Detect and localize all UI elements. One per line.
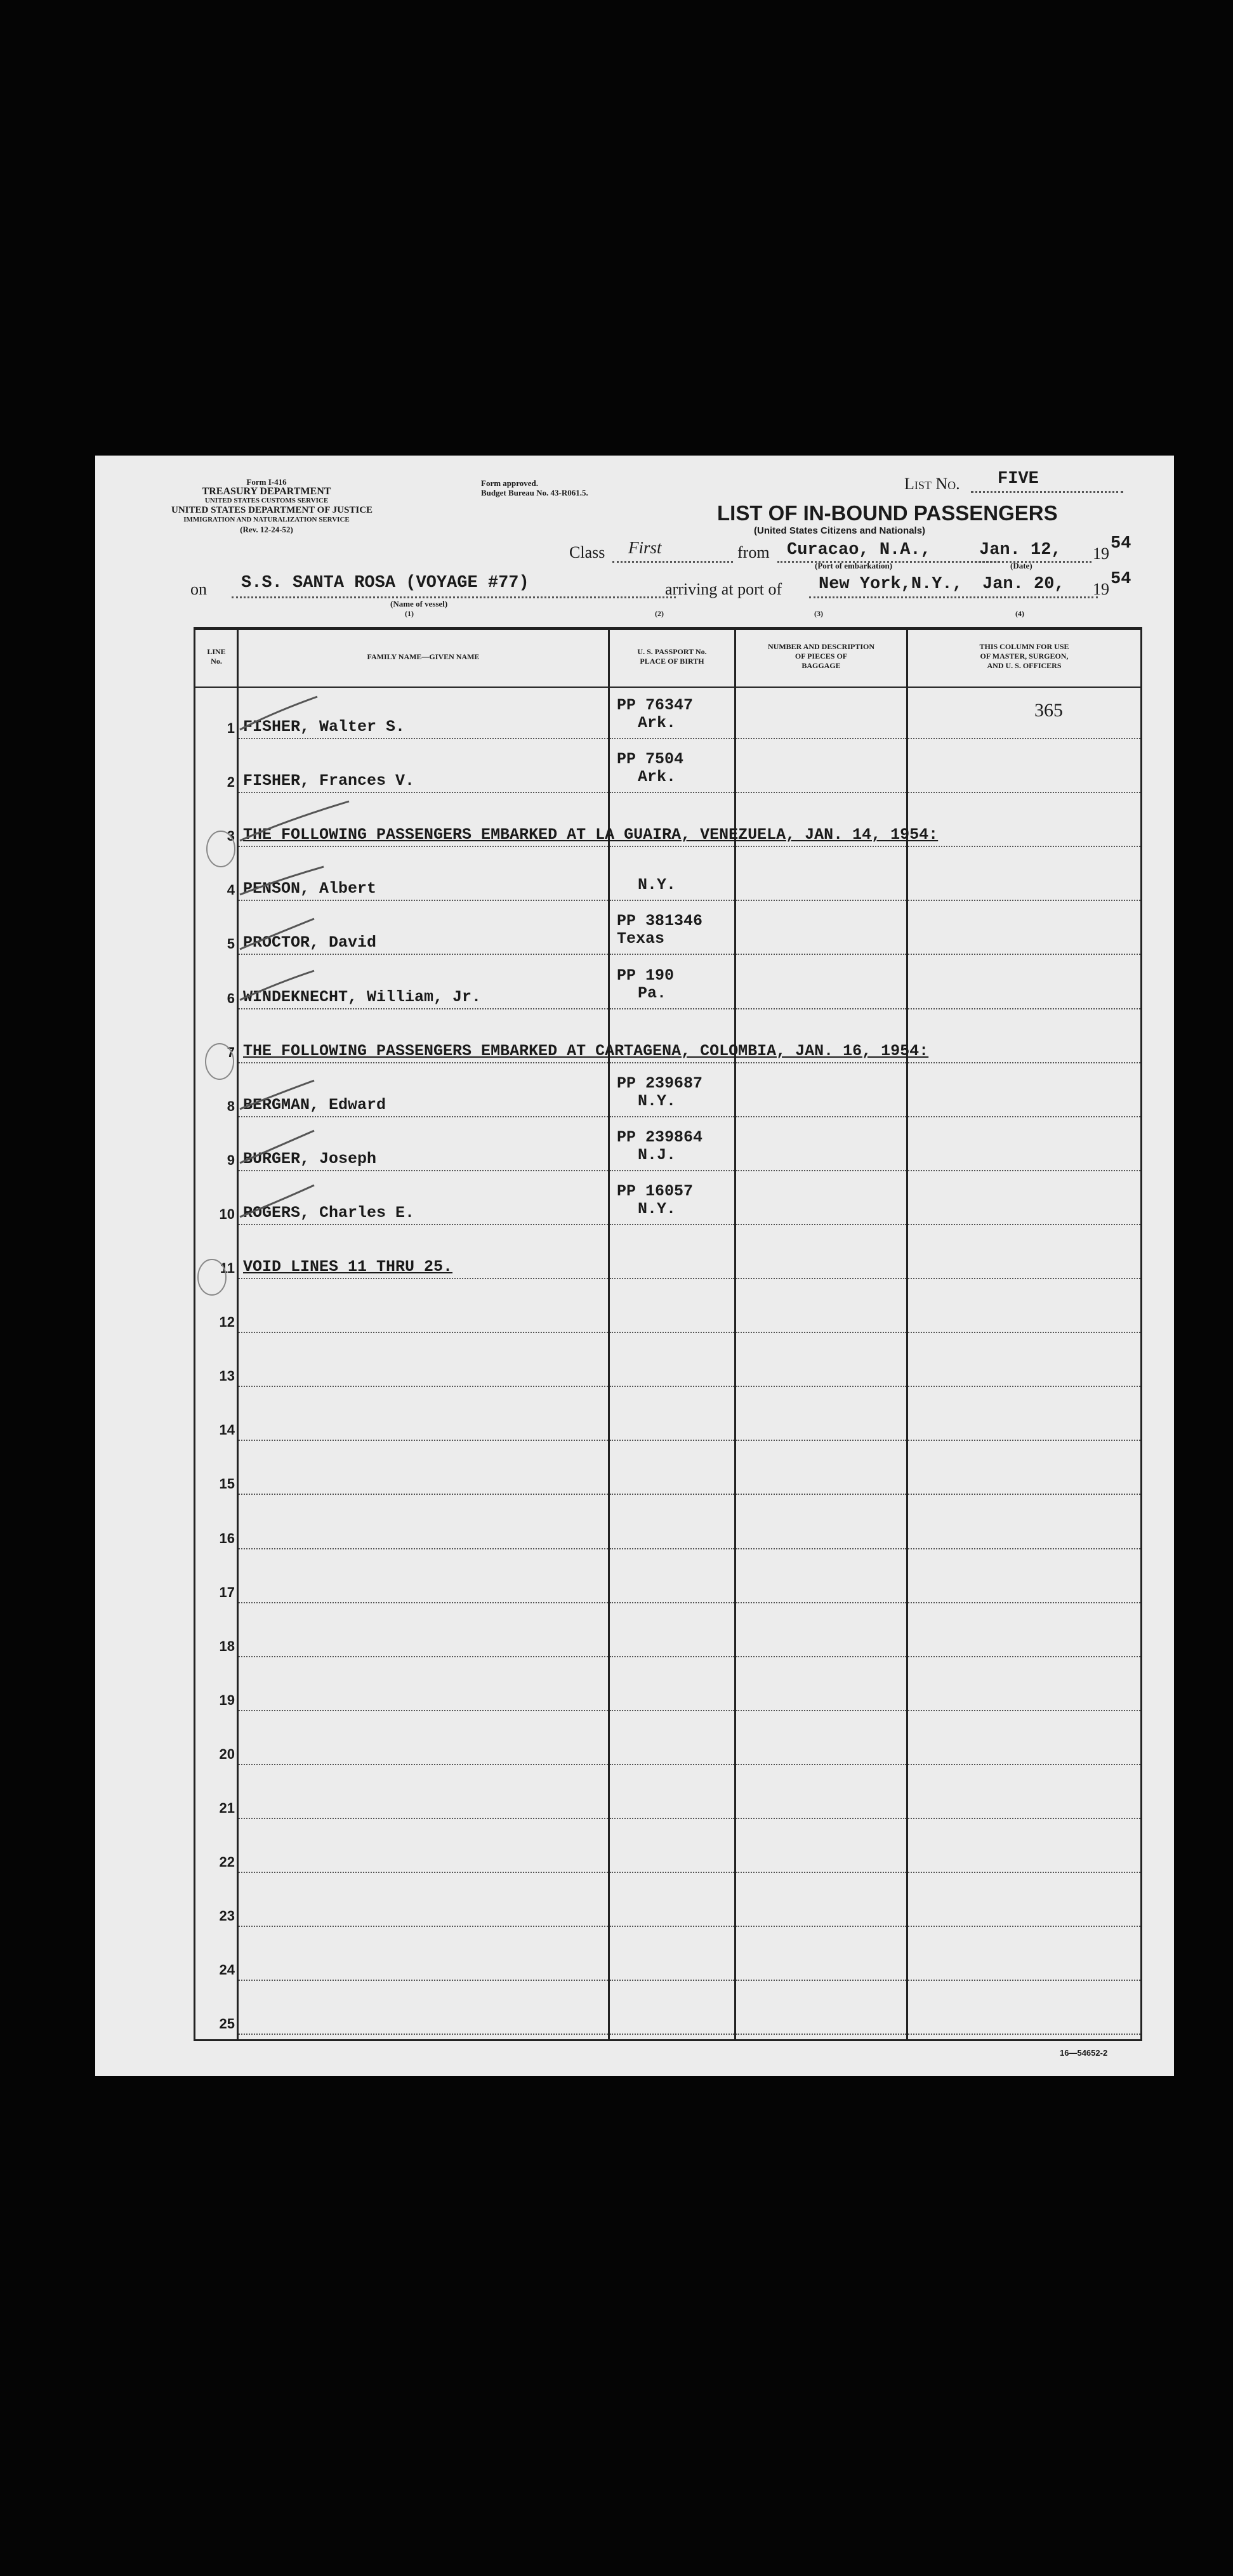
row-guide-line bbox=[736, 1980, 906, 1981]
line-number: 4 bbox=[227, 882, 235, 898]
row-guide-line bbox=[239, 1818, 608, 1819]
passenger-name: PROCTOR, David bbox=[243, 933, 377, 952]
justice-dept: UNITED STATES DEPARTMENT OF JUSTICE bbox=[171, 505, 373, 515]
place-of-birth: N.Y. bbox=[638, 1091, 676, 1110]
table-bottom-rule bbox=[194, 2039, 1142, 2041]
row-guide-line bbox=[908, 1764, 1140, 1765]
row-guide-line bbox=[239, 2034, 608, 2035]
header-officers-2: OF MASTER, SURGEON, bbox=[980, 652, 1069, 660]
row-guide-line bbox=[908, 954, 1140, 955]
row-guide-line bbox=[610, 1980, 734, 1981]
row-guide-line bbox=[239, 1170, 608, 1171]
row-guide-line bbox=[239, 1926, 608, 1927]
passport-number: PP 239687 bbox=[617, 1074, 703, 1093]
passenger-name: WINDEKNECHT, William, Jr. bbox=[243, 987, 482, 1006]
row-guide-line bbox=[610, 738, 734, 739]
arrival-dots bbox=[809, 596, 1098, 598]
row-guide-line bbox=[736, 1170, 906, 1171]
row-guide-line bbox=[239, 954, 608, 955]
row-guide-line bbox=[239, 1224, 608, 1225]
row-guide-line bbox=[908, 1170, 1140, 1171]
row-guide-line bbox=[908, 1818, 1140, 1819]
row-guide-line bbox=[908, 1278, 1140, 1279]
col-number-2: (2) bbox=[655, 609, 664, 618]
row-guide-line bbox=[610, 900, 734, 901]
row-guide-line bbox=[610, 1872, 734, 1873]
passenger-name: BURGER, Joseph bbox=[243, 1149, 377, 1168]
header-bottom-rule bbox=[194, 687, 1142, 688]
vessel-name: S.S. SANTA ROSA (VOYAGE #77) bbox=[241, 574, 529, 593]
row-guide-line bbox=[610, 1764, 734, 1765]
port-caption: (Port of embarkation) bbox=[815, 561, 893, 570]
row-guide-line bbox=[908, 1116, 1140, 1117]
row-guide-line bbox=[610, 1440, 734, 1441]
row-guide-line bbox=[908, 1332, 1140, 1333]
approval-block bbox=[481, 478, 588, 497]
row-guide-line bbox=[736, 1656, 906, 1657]
row-guide-line bbox=[908, 1926, 1140, 1927]
line-number: 13 bbox=[219, 1368, 235, 1384]
row-guide-line bbox=[610, 1224, 734, 1225]
row-guide-line bbox=[908, 1386, 1140, 1387]
row-guide-line bbox=[239, 1656, 608, 1657]
place-of-birth: Ark. bbox=[638, 714, 676, 732]
row-guide-line bbox=[736, 1926, 906, 1927]
row-guide-line bbox=[908, 2034, 1140, 2035]
col-number-1: (1) bbox=[405, 609, 414, 618]
line-number: 10 bbox=[219, 1206, 235, 1222]
passenger-name: BERGMAN, Edward bbox=[243, 1095, 386, 1114]
row-guide-line bbox=[239, 792, 608, 793]
row-guide-line bbox=[239, 1332, 608, 1333]
row-guide-line bbox=[908, 1548, 1140, 1549]
row-guide-line bbox=[239, 1278, 608, 1279]
treasury-dept: TREASURY DEPARTMENT bbox=[202, 486, 331, 497]
row-guide-line bbox=[610, 1818, 734, 1819]
passport-number: PP 76347 bbox=[617, 696, 694, 714]
vessel-caption: (Name of vessel) bbox=[390, 599, 448, 608]
list-no-dots bbox=[971, 491, 1123, 493]
row-guide-line bbox=[736, 1116, 906, 1117]
embark-year-suffix: 54 bbox=[1111, 534, 1131, 553]
class-dots bbox=[612, 561, 733, 563]
row-guide-line bbox=[908, 1710, 1140, 1711]
row-guide-line bbox=[736, 1764, 906, 1765]
line-number: 24 bbox=[219, 1962, 235, 1978]
row-guide-line bbox=[908, 1872, 1140, 1873]
line-number: 3 bbox=[227, 828, 235, 844]
arrival-year-prefix: 19 bbox=[1093, 580, 1109, 598]
line-col-rule bbox=[237, 627, 239, 2041]
header-officers bbox=[908, 642, 1140, 671]
header-name: FAMILY NAME—GIVEN NAME bbox=[367, 652, 480, 661]
passport-number: PP 16057 bbox=[617, 1181, 694, 1200]
row-guide-line bbox=[736, 846, 906, 847]
place-of-birth: N.Y. bbox=[638, 1199, 676, 1218]
arrival-year-suffix: 54 bbox=[1111, 570, 1131, 589]
arrival-port: New York,N.Y., bbox=[819, 575, 963, 594]
row-guide-line bbox=[908, 738, 1140, 739]
embarkation-note: THE FOLLOWING PASSENGERS EMBARKED AT LA GUAIRA, VENEZUELA, JAN. 14, 1954: bbox=[243, 825, 939, 844]
header-line-no-2: No. bbox=[211, 657, 222, 666]
embark-year-prefix: 19 bbox=[1093, 544, 1109, 563]
row-guide-line bbox=[736, 1386, 906, 1387]
line-number: 12 bbox=[219, 1314, 235, 1331]
table-top-rule bbox=[194, 627, 1142, 630]
row-guide-line bbox=[908, 1656, 1140, 1657]
line-number: 17 bbox=[219, 1584, 235, 1600]
passenger-name: VOID LINES 11 THRU 25. bbox=[243, 1258, 453, 1276]
passenger-name: FISHER, Walter S. bbox=[243, 718, 406, 736]
ins-service: IMMIGRATION AND NATURALIZATION SERVICE bbox=[183, 516, 350, 523]
line-number: 25 bbox=[219, 2016, 235, 2032]
row-guide-line bbox=[908, 1440, 1140, 1441]
place-of-birth: N.Y. bbox=[638, 876, 676, 895]
row-guide-line bbox=[239, 738, 608, 739]
passenger-name: ROGERS, Charles E. bbox=[243, 1203, 415, 1222]
row-guide-line bbox=[736, 1062, 906, 1063]
col-number-4: (4) bbox=[1015, 609, 1024, 618]
row-guide-line bbox=[736, 1872, 906, 1873]
row-guide-line bbox=[239, 1710, 608, 1711]
row-guide-line bbox=[736, 1224, 906, 1225]
row-guide-line bbox=[610, 1602, 734, 1603]
passport-number: PP 7504 bbox=[617, 750, 684, 769]
manifest-page bbox=[95, 456, 1174, 2076]
line-number: 21 bbox=[219, 1800, 235, 1816]
row-guide-line bbox=[239, 1116, 608, 1117]
row-guide-line bbox=[610, 1548, 734, 1549]
line-number: 5 bbox=[227, 936, 235, 952]
list-no-label: List No. bbox=[904, 475, 960, 493]
row-guide-line bbox=[239, 846, 608, 847]
header-passport-2: PLACE OF BIRTH bbox=[640, 657, 704, 666]
row-guide-line bbox=[736, 792, 906, 793]
row-guide-line bbox=[610, 1710, 734, 1711]
line-number: 20 bbox=[219, 1745, 235, 1762]
row-guide-line bbox=[610, 1926, 734, 1927]
header-passport bbox=[610, 647, 734, 666]
header-baggage-2: OF PIECES OF bbox=[795, 652, 848, 660]
revision-date: (Rev. 12-24-52) bbox=[240, 525, 293, 534]
row-guide-line bbox=[610, 1008, 734, 1009]
line-number: 11 bbox=[220, 1260, 235, 1276]
passenger-name: PENSON, Albert bbox=[243, 879, 377, 898]
row-guide-line bbox=[736, 1440, 906, 1441]
row-guide-line bbox=[908, 792, 1140, 793]
row-guide-line bbox=[736, 1818, 906, 1819]
line-number: 23 bbox=[219, 1908, 235, 1924]
line-number: 7 bbox=[227, 1044, 235, 1060]
row-guide-line bbox=[736, 900, 906, 901]
place-of-birth: Pa. bbox=[638, 983, 667, 1002]
line-number: 18 bbox=[219, 1638, 235, 1654]
line-number: 8 bbox=[227, 1098, 235, 1114]
row-guide-line bbox=[610, 1116, 734, 1117]
port-embarkation: Curacao, N.A., bbox=[787, 541, 931, 560]
header-line-no bbox=[197, 647, 236, 666]
passport-number: PP 239864 bbox=[617, 1127, 703, 1147]
row-guide-line bbox=[736, 954, 906, 955]
row-guide-line bbox=[736, 2034, 906, 2035]
line-number: 19 bbox=[219, 1692, 235, 1708]
row-guide-line bbox=[736, 1548, 906, 1549]
passenger-name: FISHER, Frances V. bbox=[243, 772, 415, 791]
row-guide-line bbox=[908, 846, 1140, 847]
vessel-dots bbox=[232, 596, 676, 598]
line-number: 22 bbox=[219, 1854, 235, 1870]
header-baggage bbox=[736, 642, 906, 671]
row-guide-line bbox=[239, 900, 608, 901]
row-guide-line bbox=[736, 1008, 906, 1009]
row-guide-line bbox=[239, 1980, 608, 1981]
line-number: 9 bbox=[227, 1152, 235, 1168]
line-number: 6 bbox=[227, 990, 235, 1006]
form-title: LIST OF IN-BOUND PASSENGERS bbox=[717, 501, 1058, 525]
row-guide-line bbox=[610, 1494, 734, 1495]
row-guide-line bbox=[239, 1494, 608, 1495]
row-guide-line bbox=[908, 1008, 1140, 1009]
row-guide-line bbox=[239, 1062, 608, 1063]
place-of-birth: Texas bbox=[617, 930, 665, 949]
header-baggage-3: BAGGAGE bbox=[801, 661, 841, 670]
from-label: from bbox=[737, 543, 770, 562]
row-guide-line bbox=[908, 1224, 1140, 1225]
on-label: on bbox=[190, 580, 207, 598]
officer-notation: 365 bbox=[1034, 700, 1063, 721]
place-of-birth: N.J. bbox=[638, 1145, 676, 1164]
line-number: 16 bbox=[219, 1530, 235, 1546]
form-number: Form I-416 bbox=[246, 477, 287, 487]
embarkation-note: THE FOLLOWING PASSENGERS EMBARKED AT CARTAGENA, COLOMBIA, JAN. 16, 1954: bbox=[243, 1041, 929, 1060]
line-number: 14 bbox=[219, 1422, 235, 1438]
row-guide-line bbox=[908, 1980, 1140, 1981]
row-guide-line bbox=[610, 1332, 734, 1333]
header-baggage-1: NUMBER AND DESCRIPTION bbox=[767, 642, 875, 651]
row-guide-line bbox=[610, 1278, 734, 1279]
row-guide-line bbox=[610, 1170, 734, 1171]
row-guide-line bbox=[908, 1494, 1140, 1495]
budget-bureau: Budget Bureau No. 43-R061.5. bbox=[481, 488, 588, 497]
arrival-date: Jan. 20, bbox=[982, 575, 1065, 594]
class-value: First bbox=[628, 538, 662, 557]
row-guide-line bbox=[908, 1062, 1140, 1063]
line-number: 2 bbox=[227, 774, 235, 791]
row-guide-line bbox=[736, 1494, 906, 1495]
line-number: 15 bbox=[219, 1476, 235, 1492]
header-passport-1: U. S. PASSPORT No. bbox=[637, 647, 707, 656]
row-guide-line bbox=[239, 1548, 608, 1549]
header-officers-3: AND U. S. OFFICERS bbox=[987, 661, 1062, 670]
row-guide-line bbox=[610, 846, 734, 847]
col-number-3: (3) bbox=[814, 609, 823, 618]
row-guide-line bbox=[610, 1386, 734, 1387]
row-guide-line bbox=[736, 738, 906, 739]
row-guide-line bbox=[908, 900, 1140, 901]
form-subtitle: (United States Citizens and Nationals) bbox=[754, 525, 926, 536]
row-guide-line bbox=[239, 1386, 608, 1387]
customs-service: UNITED STATES CUSTOMS SERVICE bbox=[204, 497, 329, 504]
form-approved: Form approved. bbox=[481, 478, 539, 488]
header-officers-1: THIS COLUMN FOR USE bbox=[979, 642, 1069, 651]
row-guide-line bbox=[610, 954, 734, 955]
row-guide-line bbox=[736, 1710, 906, 1711]
table-right-rule bbox=[1140, 627, 1142, 2041]
list-no-value: FIVE bbox=[998, 470, 1039, 489]
row-guide-line bbox=[736, 1278, 906, 1279]
class-label: Class bbox=[569, 543, 605, 562]
agency-block bbox=[171, 477, 373, 534]
footer-code: 16—54652-2 bbox=[1060, 2048, 1108, 2058]
passport-number: PP 190 bbox=[617, 966, 675, 985]
row-guide-line bbox=[239, 1008, 608, 1009]
row-guide-line bbox=[610, 1062, 734, 1063]
row-guide-line bbox=[610, 1656, 734, 1657]
row-guide-line bbox=[239, 1872, 608, 1873]
place-of-birth: Ark. bbox=[638, 768, 676, 787]
row-guide-line bbox=[239, 1764, 608, 1765]
row-guide-line bbox=[736, 1332, 906, 1333]
row-guide-line bbox=[736, 1602, 906, 1603]
embark-date: Jan. 12, bbox=[979, 541, 1062, 560]
table-left-rule bbox=[194, 627, 195, 2041]
arriving-label: arriving at port of bbox=[665, 580, 782, 598]
line-number: 1 bbox=[227, 720, 235, 736]
header-line-no-1: LINE bbox=[207, 647, 226, 656]
row-guide-line bbox=[239, 1602, 608, 1603]
row-guide-line bbox=[908, 1602, 1140, 1603]
date-caption: (Date) bbox=[1010, 561, 1032, 570]
passport-number: PP 381346 bbox=[617, 912, 703, 931]
row-guide-line bbox=[610, 792, 734, 793]
row-guide-line bbox=[610, 2034, 734, 2035]
row-guide-line bbox=[239, 1440, 608, 1441]
